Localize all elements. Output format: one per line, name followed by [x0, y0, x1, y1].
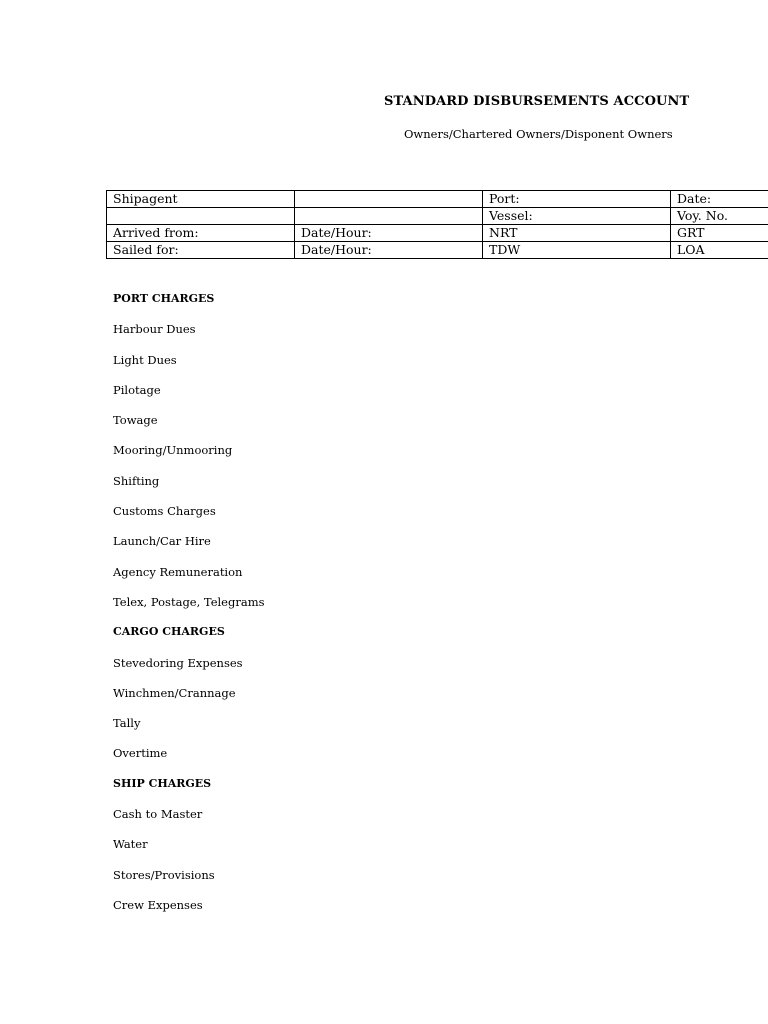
table-cell: Arrived from:: [107, 225, 295, 242]
table-row: [107, 242, 768, 259]
list-item: Telex, Postage, Telegrams: [113, 594, 265, 609]
table-cell: GRT: [671, 225, 768, 242]
table-cell: [295, 191, 483, 208]
list-item: Customs Charges: [113, 504, 216, 519]
table-row: [107, 208, 768, 225]
charges-list: [113, 290, 713, 926]
list-item: Harbour Dues: [113, 322, 196, 337]
document-title: STANDARD DISBURSEMENTS ACCOUNT: [384, 94, 690, 109]
list-item: Stores/Provisions: [113, 867, 215, 882]
list-item: Light Dues: [113, 352, 177, 367]
table-cell: Date/Hour:: [295, 242, 483, 259]
list-item: Cash to Master: [113, 807, 203, 822]
list-item: Tally: [113, 716, 141, 731]
document-subtitle: Owners/Chartered Owners/Disponent Owners: [404, 127, 673, 141]
table-row: [107, 191, 768, 208]
section-heading-cargo-charges: CARGO CHARGES: [113, 625, 225, 639]
table-cell: NRT: [483, 225, 671, 242]
table-cell: Date/Hour:: [295, 225, 483, 242]
table-cell: Sailed for:: [107, 242, 295, 259]
list-item: Launch/Car Hire: [113, 534, 211, 549]
list-item: Winchmen/Crannage: [113, 685, 236, 700]
table-cell: Shipagent: [107, 191, 295, 208]
table-cell: Date:: [671, 191, 768, 208]
list-item: Towage: [113, 413, 158, 428]
table-cell: Voy. No.: [671, 208, 768, 225]
list-item: Mooring/Unmooring: [113, 443, 233, 458]
section-heading-port-charges: PORT CHARGES: [113, 292, 215, 305]
table-cell: TDW: [483, 242, 671, 259]
vessel-info-table: [106, 190, 768, 259]
list-item: Pilotage: [113, 382, 161, 397]
section-heading-ship-charges: SHIP CHARGES: [113, 776, 212, 790]
list-item: Crew Expenses: [113, 897, 203, 912]
list-item: Water: [113, 837, 148, 852]
list-item: Overtime: [113, 746, 168, 761]
list-item: Shifting: [113, 473, 160, 488]
list-item: Stevedoring Expenses: [113, 655, 243, 670]
list-item: Agency Remuneration: [113, 564, 243, 579]
table-cell: LOA: [671, 242, 768, 259]
table-cell: Vessel:: [483, 208, 671, 225]
table-row: [107, 225, 768, 242]
table-cell: [295, 208, 483, 225]
table-cell: [107, 208, 295, 225]
table-cell: Port:: [483, 191, 671, 208]
